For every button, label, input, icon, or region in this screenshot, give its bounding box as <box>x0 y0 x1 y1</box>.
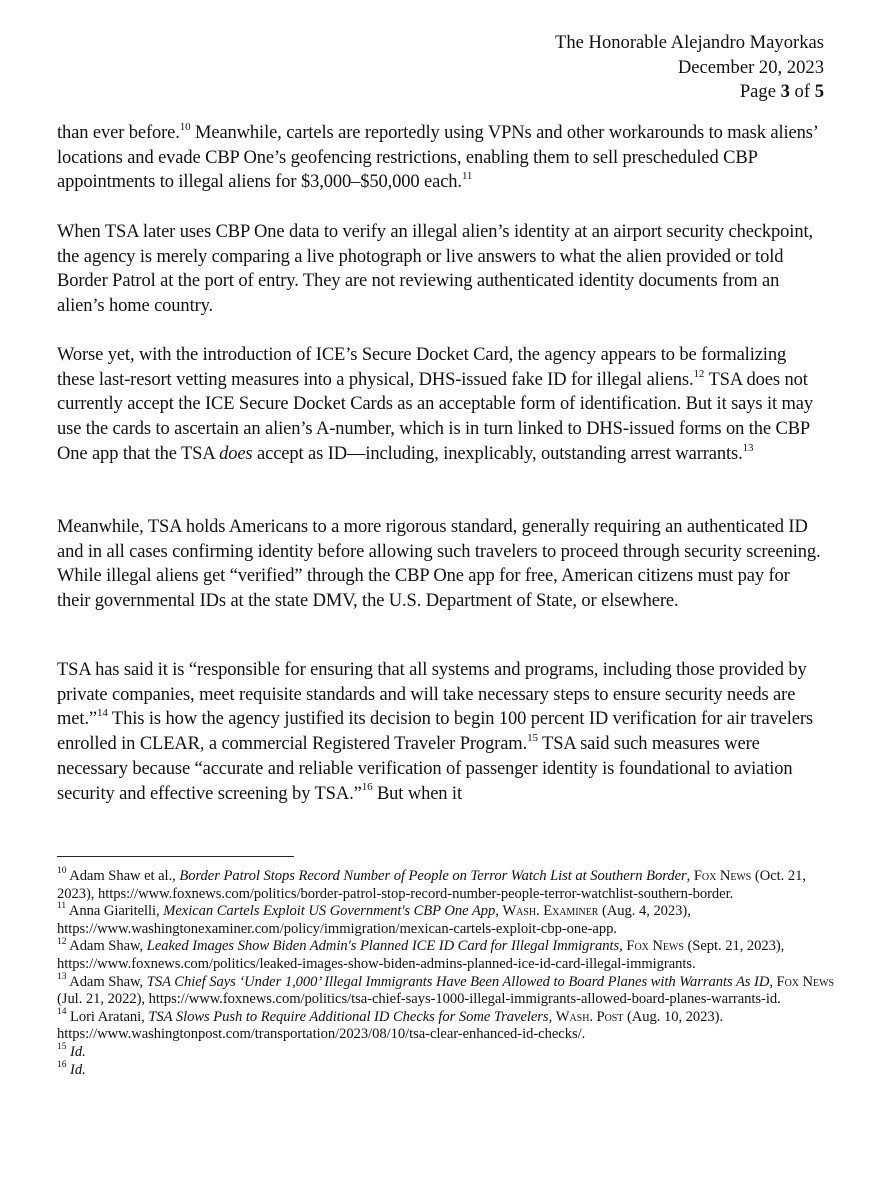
paragraph-american-standard <box>57 515 827 614</box>
footnote-number: 15 <box>57 1042 67 1053</box>
footnote-separator: , <box>548 1008 556 1025</box>
footnote-citation-link[interactable]: (Aug. 4, 2023), https://www.washingtonexaminer.com/policy/immigration/mexican-cartels-exploit-cbp-one-app. <box>57 903 691 937</box>
emphasis-text: does <box>219 443 253 464</box>
footnote-title: TSA Chief Says ‘Under 1,000’ Illegal Immigrants Have Been Allowed to Board Planes with Warrants As ID <box>146 973 770 990</box>
footnote-ref-15[interactable]: 15 <box>527 731 538 744</box>
page-prefix: Page <box>739 81 781 102</box>
footnote-11 <box>57 903 837 938</box>
recipient-line: The Honorable Alejandro Mayorkas <box>554 32 824 53</box>
footnote-source: Fox News <box>776 973 835 990</box>
paragraph-text: Worse yet, with the introduction of ICE’s Secure Docket Card, the agency appears to be formalizing these last-resort vetting measures into a physical, DHS-issued fake ID for illegal aliens. <box>57 345 787 390</box>
footnote-author: Lori Aratani, <box>66 1008 149 1025</box>
page-of: of <box>789 81 815 102</box>
footnote-source: Fox News <box>626 938 684 955</box>
paragraph-tsa-verification <box>57 220 827 319</box>
footnote-13 <box>57 971 837 1009</box>
paragraph-text: than ever before. <box>57 123 180 143</box>
footnote-number: 14 <box>57 1006 67 1017</box>
footnote-citation-link[interactable]: (Oct. 21, 2023), https://www.foxnews.com/politics/border-patrol-stop-record-number-people-terror-watchlist-southern-border. <box>57 868 806 902</box>
page-total: 5 <box>814 81 824 102</box>
paragraph-text: accept as ID—including, inexplicably, outstanding arrest warrants. <box>252 443 743 464</box>
footnote-10 <box>57 868 837 903</box>
footnote-number: 16 <box>57 1059 67 1070</box>
paragraph-secure-docket-card <box>57 343 827 467</box>
paragraph-text: Meanwhile, TSA holds Americans to a more rigorous standard, generally requiring an authenticated ID and in all cases confirming identity before allowing such travelers to proceed through security screening. While illegal aliens get “verified” through the CBP One app for free, American citizens must pay for their governmental IDs at the state DMV, the U.S. Department of State, or elsewhere. <box>57 517 821 612</box>
footnote-source: Wash. Post <box>555 1008 624 1025</box>
footnotes-section <box>57 868 837 1079</box>
footnote-16 <box>57 1059 837 1080</box>
footnote-divider <box>57 856 294 857</box>
footnote-number: 13 <box>57 971 67 982</box>
footnote-source: Fox News <box>693 868 752 884</box>
footnote-number: 10 <box>57 866 67 877</box>
paragraph-text: TSA said such measures were necessary because “accurate and reliable verification of passenger identity is foundational to aviation security and effective screening by TSA.” <box>57 734 793 804</box>
footnote-citation-link[interactable]: (Aug. 10, 2023). https://www.washingtonpost.com/transportation/2023/08/10/tsa-clear-enhanced-id-checks/. <box>57 1008 724 1043</box>
footnote-title: Leaked Images Show Biden Admin's Planned ICE ID Card for Illegal Immigrants <box>146 938 620 955</box>
footnote-citation-link[interactable]: (Sept. 21, 2023), https://www.foxnews.com/politics/leaked-images-show-biden-admins-planned-ice-id-card-illegal-immigrants. <box>57 938 785 972</box>
footnote-number: 11 <box>57 901 67 912</box>
letter-header <box>555 31 824 105</box>
footnote-ref-14[interactable]: 14 <box>96 707 108 720</box>
footnote-title: TSA Slows Push to Require Additional ID Checks for Some Travelers <box>148 1008 549 1025</box>
footnote-title: Border Patrol Stops Record Number of People on Terror Watch List at Southern Border <box>179 868 687 884</box>
footnote-title: Mexican Cartels Exploit US Government's CBP One App <box>163 903 496 920</box>
footnote-author: Adam Shaw, <box>66 938 147 955</box>
paragraph-text: TSA does not currently accept the ICE Secure Docket Cards as an acceptable form of identification. But it says it may use the cards to ascertain an alien’s A-number, which is in turn linked to DHS-issued forms on the CBP One app that the TSA <box>57 369 814 464</box>
paragraph-text: But when it <box>372 783 462 804</box>
footnote-ref-10[interactable]: 10 <box>179 120 191 133</box>
date-line: December 20, 2023 <box>677 56 824 78</box>
footnote-source: Wash. Examiner <box>502 903 599 920</box>
footnote-ref-11[interactable]: 11 <box>461 170 473 183</box>
page-current: 3 <box>780 81 790 102</box>
footnote-ref-12[interactable]: 12 <box>693 367 705 380</box>
paragraph-text: Meanwhile, cartels are reportedly using VPNs and other workarounds to mask aliens’ locations and evade CBP One’s geofencing restrictions, enabling them to sell prescheduled CBP appointments to illegal aliens for $3,000–$50,000 each. <box>57 123 818 193</box>
paragraph-text: When TSA later uses CBP One data to verify an illegal alien’s identity at an airport security checkpoint, the agency is merely comparing a live photograph or live answers to what the alien provided or told Border Patrol at the port of entry. They are not reviewing authenticated identity documents from an alien’s home country. <box>57 222 813 317</box>
footnote-separator: , <box>686 868 694 884</box>
paragraph-tsa-clear <box>57 658 827 806</box>
footnote-separator: , <box>495 903 503 920</box>
paragraph-cbp-one-cartels <box>57 121 827 195</box>
footnote-separator: , <box>769 973 777 990</box>
footnote-author: Adam Shaw, <box>66 973 147 990</box>
page-number-line <box>555 80 824 105</box>
footnote-author: Adam Shaw et al., <box>66 868 180 884</box>
footnote-title: Id. <box>70 1061 86 1078</box>
footnote-ref-13[interactable]: 13 <box>742 441 754 454</box>
paragraph-text: This is how the agency justified its decision to begin 100 percent ID verification for air travelers enrolled in CLEAR, a commercial Registered Traveler Program. <box>57 709 813 755</box>
paragraph-text: TSA has said it is “responsible for ensuring that all systems and programs, including those provided by private companies, meet requisite standards and will take necessary steps to ensure security needs are met.” <box>57 660 807 730</box>
footnote-number: 12 <box>57 936 67 947</box>
footnote-15 <box>57 1044 837 1062</box>
footnote-separator: , <box>619 938 627 955</box>
footnote-ref-16[interactable]: 16 <box>361 781 373 794</box>
footnote-title: Id. <box>70 1043 86 1060</box>
footnote-14 <box>57 1006 837 1044</box>
footnote-citation-link[interactable]: (Jul. 21, 2022), https://www.foxnews.com/politics/tsa-chief-says-1000-illegal-immigrants-allowed-board-planes-warrants-id. <box>57 991 781 1008</box>
footnote-12 <box>57 938 837 973</box>
footnote-author: Anna Giaritelli, <box>66 903 164 920</box>
